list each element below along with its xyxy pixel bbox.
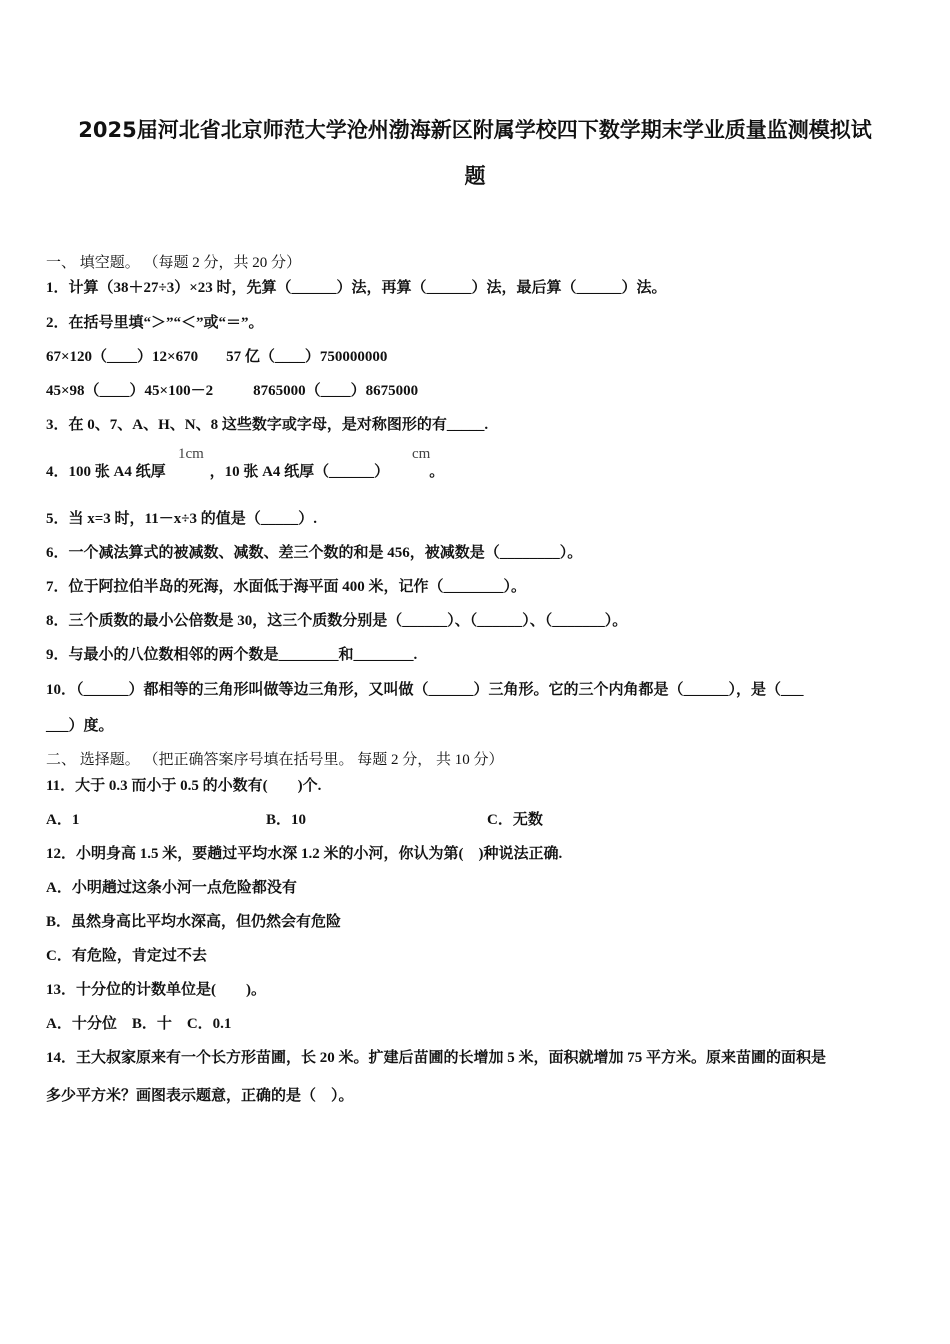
question-4-part-1: 4．100 张 A4 纸厚 bbox=[46, 464, 166, 480]
question-2: 2．在括号里填“＞”“＜”或“＝”。 bbox=[46, 315, 264, 331]
question-13: 13．十分位的计数单位是( )。 bbox=[46, 982, 266, 998]
page-title-continued: 题 bbox=[464, 164, 486, 188]
question-12-option-a: A．小明趟过这条小河一点危险都没有 bbox=[46, 880, 297, 896]
question-14: 14．王大叔家原来有一个长方形苗圃，长 20 米。扩建后苗圃的长增加 5 米，面积就增加 75 平方米。原来苗圃的面积是 bbox=[46, 1050, 827, 1066]
question-10-continued: ___）度。 bbox=[46, 718, 114, 734]
question-5: 5．当 x=3 时，11－x÷3 的值是（_____）. bbox=[46, 511, 317, 527]
question-2-row-1 bbox=[46, 345, 387, 366]
question-12-option-c: C．有危险，肯定过不去 bbox=[46, 948, 207, 964]
unit-1cm: 1cm bbox=[178, 446, 204, 462]
compare-3: 45×98（____）45×100－2 bbox=[46, 383, 214, 399]
question-4-part-2: ，10 张 A4 纸厚（______） bbox=[209, 464, 390, 480]
question-12-option-b: B．虽然身高比平均水深高，但仍然会有危险 bbox=[46, 914, 342, 930]
question-10: 10．（______）都相等的三角形叫做等边三角形，又叫做（______）三角形。它的三个内角都是（______），是（___ bbox=[46, 682, 804, 698]
question-6: 6．一个减法算式的被减数、减数、差三个数的和是 456，被减数是（________）。 bbox=[46, 545, 583, 561]
unit-cm: cm bbox=[412, 446, 431, 462]
question-3: 3．在 0、7、A、H、N、8 这些数字或字母，是对称图形的有_____. bbox=[46, 417, 489, 433]
compare-1: 67×120（____）12×670 bbox=[46, 349, 199, 365]
question-7: 7．位于阿拉伯半岛的死海，水面低于海平面 400 米，记作（________）。 bbox=[46, 579, 527, 595]
section-2-header: 二、 选择题。 （把正确答案序号填在括号里。 每题 2 分， 共 10 分） bbox=[46, 752, 504, 768]
page-title: 2025届河北省北京师范大学沧州渤海新区附属学校四下数学期末学业质量监测模拟试 bbox=[78, 118, 872, 142]
question-4-part-3: 。 bbox=[429, 464, 445, 480]
question-1: 1．计算（38＋27÷3）×23 时，先算（______）法，再算（______）法，最后算（______）法。 bbox=[46, 280, 667, 296]
section-1-header: 一、 填空题。 （每题 2 分，共 20 分） bbox=[46, 255, 302, 271]
option-c: C．无数 bbox=[487, 812, 543, 828]
question-11-options bbox=[46, 808, 543, 829]
question-8: 8．三个质数的最小公倍数是 30，这三个质数分别是（______）、（______）、（_______）。 bbox=[46, 613, 628, 629]
question-9: 9．与最小的八位数相邻的两个数是________和________. bbox=[46, 647, 418, 663]
option-b: B．10 bbox=[266, 812, 307, 828]
question-4 bbox=[46, 460, 444, 481]
question-14-continued: 多少平方米？画图表示题意，正确的是（ ）。 bbox=[46, 1088, 354, 1104]
question-2-row-2 bbox=[46, 379, 418, 400]
question-12: 12．小明身高 1.5 米，要趟过平均水深 1.2 米的小河，你认为第( )种说法正确. bbox=[46, 846, 563, 862]
compare-2: 57 亿（____）750000000 bbox=[226, 349, 388, 365]
question-13-options: A．十分位 B．十 C．0.1 bbox=[46, 1016, 232, 1032]
question-11: 11．大于 0.3 而小于 0.5 的小数有( )个. bbox=[46, 778, 322, 794]
option-a: A．1 bbox=[46, 812, 80, 828]
compare-4: 8765000（____）8675000 bbox=[253, 383, 419, 399]
